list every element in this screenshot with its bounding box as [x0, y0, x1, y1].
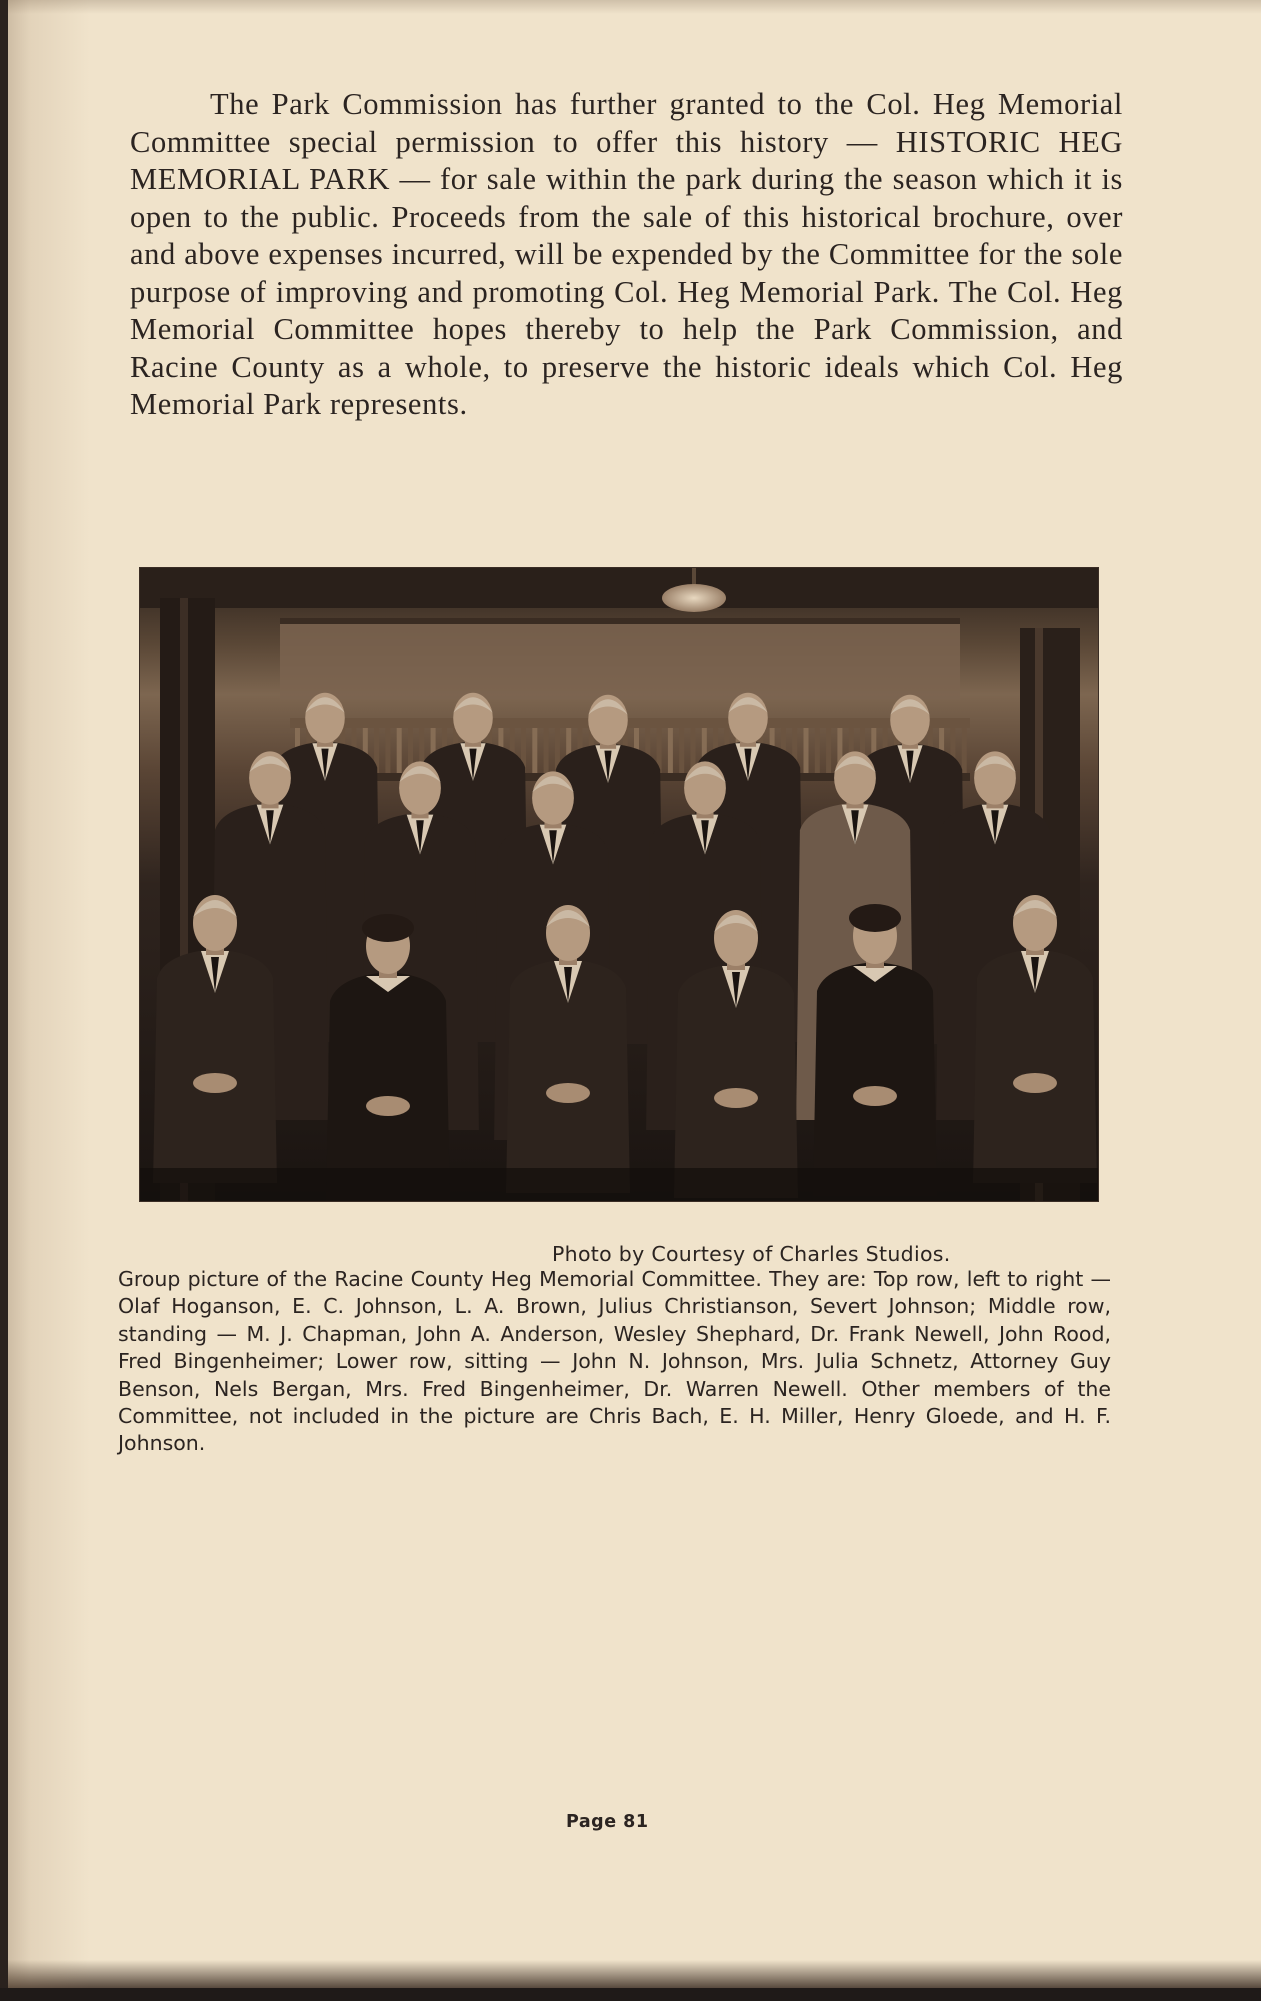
body-paragraph — [130, 86, 1123, 424]
group-photo — [140, 568, 1098, 1201]
photo-caption: Group picture of the Racine County Heg Memorial Committee. They are: Top row, left to right — Olaf Hoganson, E. C. Johnson, L. A. Brown, Julius Christianson, Severt Johnson; Middle row, standing — M. J. Chapman, John A. Anderson, Wesley Shephard, Dr. Frank Newell, John Rood, Fred Bingenheimer; Lower row, sitting — John N. Johnson, Mrs. Julia Schnetz, Attorney Guy Benson, Nels Bergan, Mrs. Fred Bingenheimer, Dr. Warren Newell. Other members of the Committee, not included in the picture are Chris Bach, E. H. Miller, Henry Gloede, and H. F. Johnson. — [118, 1267, 1111, 1456]
wall-panel — [280, 620, 960, 700]
page-bottom-edge — [0, 1988, 1261, 2001]
page-number: Page 81 — [566, 1812, 649, 1832]
photo-credit: Photo by Courtesy of Charles Studios. — [552, 1242, 951, 1266]
group-photo-image — [140, 568, 1098, 1201]
body-paragraph-text: The Park Commission has further granted to the Col. Heg Memorial Committee special permission to offer this history — HISTORIC HEG MEMORIAL PARK — for sale within the park during the season which it is open to the public. Proceeds from the sale of this historical brochure, over and above expenses incurred, will be expended by the Committee for the sole purpose of improving and promoting Col. Heg Memorial Park. The Col. Heg Memorial Committee hopes thereby to help the Park Commission, and Racine County as a whole, to preserve the historic ideals which Col. Heg Memorial Park represents. — [130, 87, 1123, 421]
ceiling-lamp — [662, 584, 726, 612]
page-binding-edge — [0, 0, 8, 2001]
